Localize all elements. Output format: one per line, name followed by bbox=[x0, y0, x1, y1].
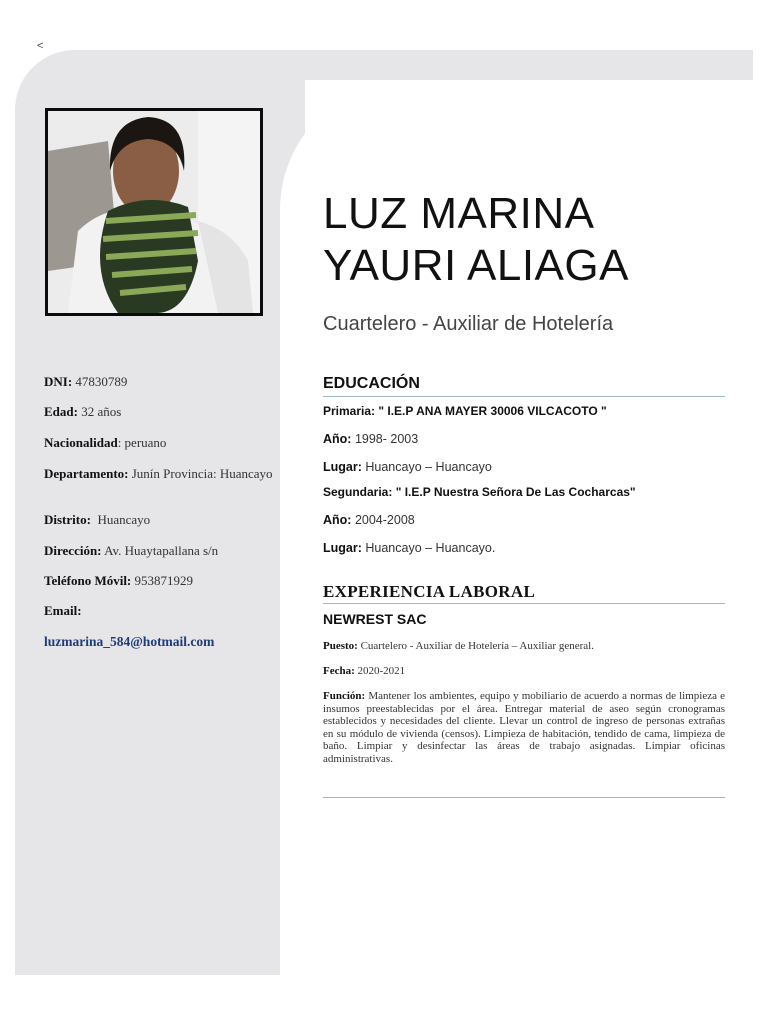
position-label: Puesto: bbox=[323, 640, 358, 652]
secondary-place-value: Huancayo – Huancayo. bbox=[365, 541, 496, 555]
corner-mark: < bbox=[37, 40, 44, 52]
address-value: Av. Huaytapallana s/n bbox=[104, 543, 219, 558]
nationality-value: : peruano bbox=[117, 435, 167, 450]
primary-place-value: Huancayo – Huancayo bbox=[365, 460, 492, 474]
secondary-place-row bbox=[323, 541, 495, 555]
full-name bbox=[323, 188, 629, 292]
function-value: Mantener los ambientes, equipo y mobiliario de acuerdo a normas de limpieza e insumos preestablecidas por el área. Entregar material de aseo según cronogramas establecidos y necesidades del cliente. Llevar un control de ingreso de personas extrañas en su módulo de vivienda (censos). Limpieza de habitación, tendido de cama, limpieza de baño. Limpiar y desinfectar las áreas de trabajo asignadas. Limpiar oficinas administrativas. bbox=[323, 690, 725, 765]
function-label: Función: bbox=[323, 690, 366, 702]
secondary-place-label: Lugar: bbox=[323, 541, 362, 555]
experience-heading: EXPERIENCIA LABORAL bbox=[323, 582, 536, 601]
secondary-year-label: Año: bbox=[323, 513, 352, 527]
email-row bbox=[44, 603, 274, 618]
email-label: Email: bbox=[44, 603, 82, 618]
primary-year-row bbox=[323, 432, 418, 446]
primary-place-row bbox=[323, 460, 492, 474]
education-heading: EDUCACIÓN bbox=[323, 375, 420, 392]
dni-row bbox=[44, 374, 274, 389]
age-row bbox=[44, 404, 274, 419]
primary-school-row bbox=[323, 404, 607, 418]
department-label: Departamento: bbox=[44, 466, 129, 481]
profile-photo bbox=[45, 108, 263, 316]
job-title: Cuartelero - Auxiliar de Hotelería bbox=[323, 313, 614, 335]
department-value: Junín Provincia: Huancayo bbox=[131, 466, 273, 481]
position-row bbox=[323, 640, 725, 653]
name-line-2: YAURI ALIAGA bbox=[323, 241, 629, 290]
experience-divider bbox=[323, 603, 725, 604]
address-label: Dirección: bbox=[44, 543, 102, 558]
primary-label: Primaria: bbox=[323, 404, 376, 418]
position-value: Cuartelero - Auxiliar de Hotelería – Auxiliar general. bbox=[360, 640, 594, 652]
experience-end-divider bbox=[323, 797, 725, 798]
secondary-school-row bbox=[323, 485, 636, 499]
date-row bbox=[323, 665, 725, 678]
address-row bbox=[44, 543, 274, 558]
nationality-row bbox=[44, 435, 274, 450]
dni-value: 47830789 bbox=[75, 374, 128, 389]
company-name: NEWREST SAC bbox=[323, 611, 427, 627]
district-value: Huancayo bbox=[97, 512, 151, 527]
age-label: Edad: bbox=[44, 404, 78, 419]
date-label: Fecha: bbox=[323, 665, 355, 677]
primary-place-label: Lugar: bbox=[323, 460, 362, 474]
primary-year-label: Año: bbox=[323, 432, 352, 446]
secondary-label: Segundaria bbox=[323, 485, 389, 499]
secondary-year-row bbox=[323, 513, 415, 527]
phone-value: 953871929 bbox=[134, 573, 194, 588]
phone-row bbox=[44, 573, 274, 588]
function-paragraph bbox=[323, 690, 725, 765]
nationality-label: Nacionalidad bbox=[44, 435, 118, 450]
age-value: 32 años bbox=[81, 404, 122, 419]
primary-value: " I.E.P ANA MAYER 30006 VILCACOTO " bbox=[375, 404, 607, 418]
department-row bbox=[44, 466, 274, 481]
portrait-image bbox=[48, 111, 260, 313]
district-row bbox=[44, 512, 274, 527]
primary-year-value: 1998- 2003 bbox=[354, 432, 419, 446]
district-label: Distrito: bbox=[44, 512, 91, 527]
secondary-year-value: 2004-2008 bbox=[354, 513, 415, 527]
education-divider bbox=[323, 396, 725, 397]
date-value: 2020-2021 bbox=[357, 665, 406, 677]
phone-label: Teléfono Móvil: bbox=[44, 573, 132, 588]
secondary-value: : " I.E.P Nuestra Señora De Las Cocharcas" bbox=[388, 485, 636, 499]
top-band-background bbox=[200, 50, 753, 80]
email-link[interactable]: luzmarina_584@hotmail.com bbox=[44, 634, 215, 649]
dni-label: DNI: bbox=[44, 374, 73, 389]
name-line-1: LUZ MARINA bbox=[323, 189, 595, 238]
